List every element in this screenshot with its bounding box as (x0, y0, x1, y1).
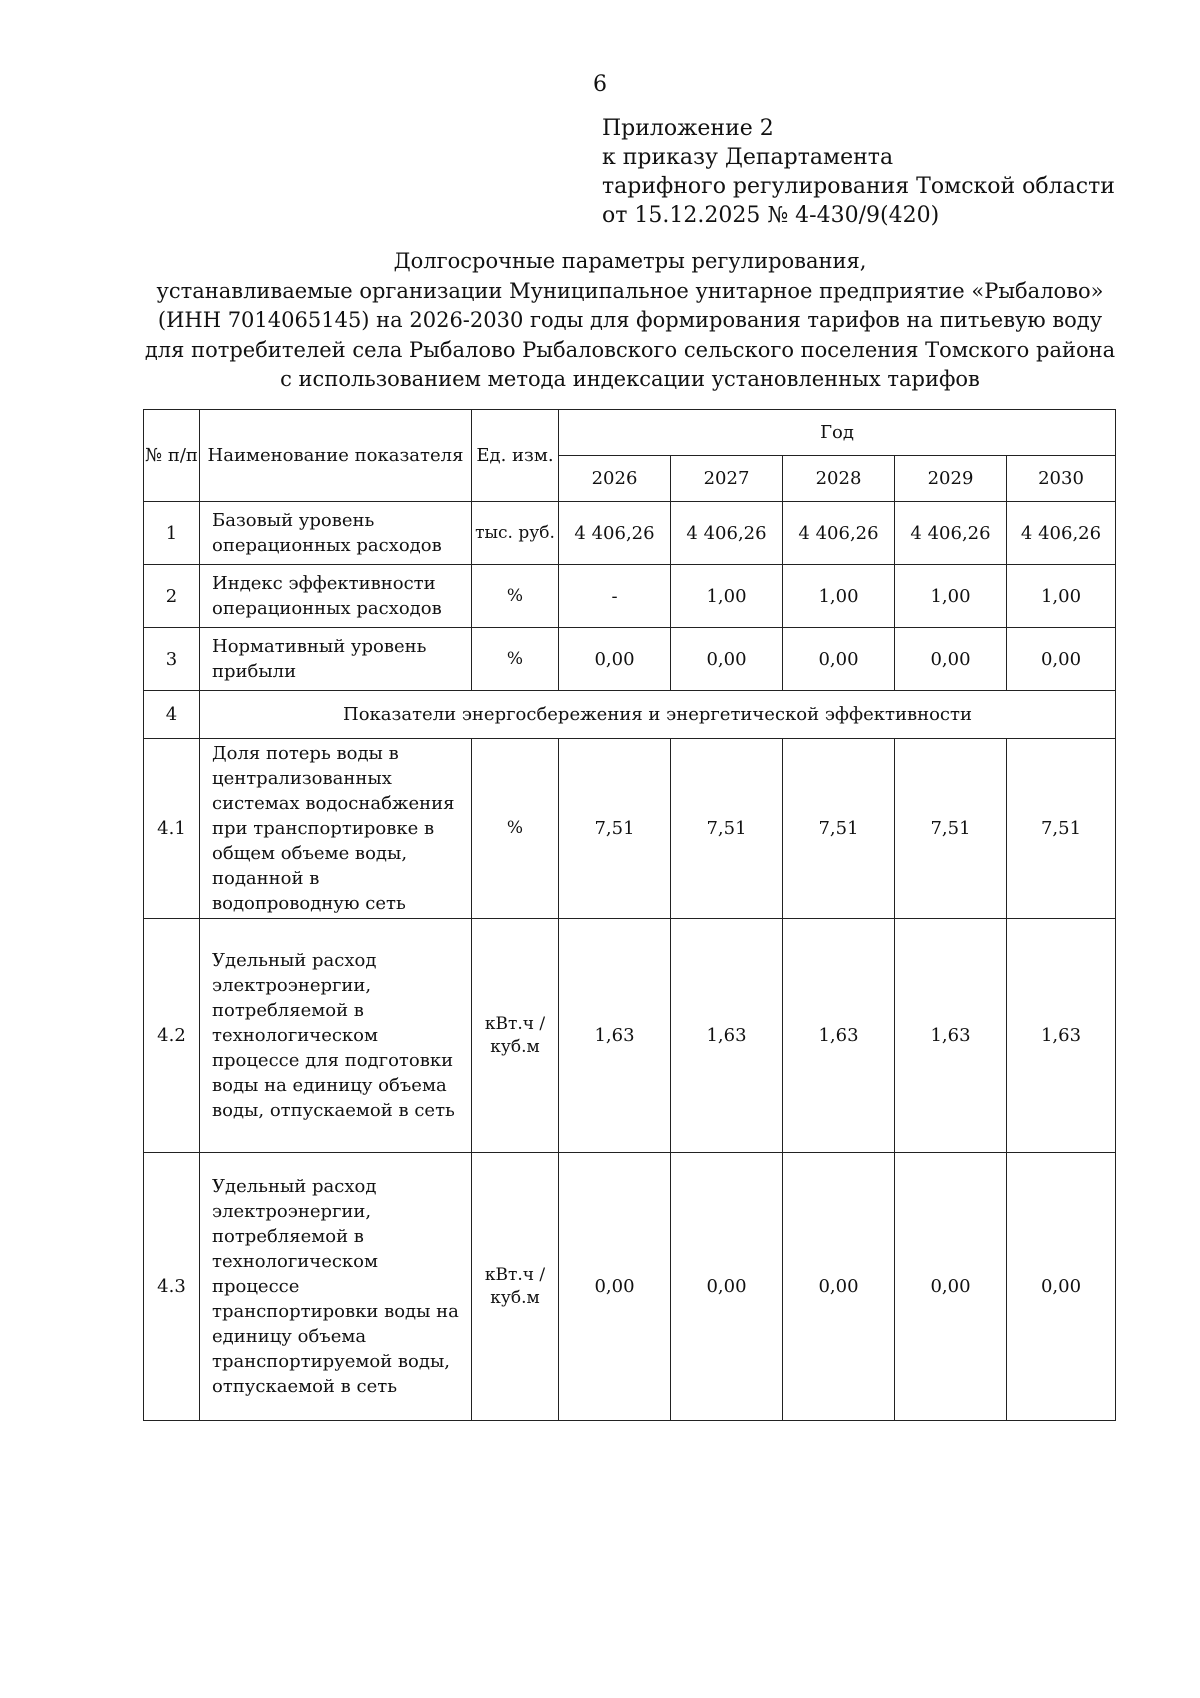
row-value: 1,63 (783, 919, 895, 1153)
annex-line: Приложение 2 (602, 116, 774, 141)
row-num: 3 (144, 628, 200, 691)
row-num: 1 (144, 502, 200, 565)
table-row (144, 628, 1116, 691)
row-value: 1,63 (671, 919, 783, 1153)
row-value: 0,00 (895, 628, 1007, 691)
row-name: Доля потерь воды в централизованных системах водоснабжения при транспортировке в общем объеме воды, поданной в водопроводную сеть (200, 739, 472, 919)
row-value: 0,00 (895, 1153, 1007, 1421)
header-year: 2026 (559, 456, 671, 502)
row-value: 7,51 (783, 739, 895, 919)
header-num: № п/п (144, 410, 200, 502)
row-name: Базовый уровень операционных расходов (200, 502, 472, 565)
row-value: 4 406,26 (671, 502, 783, 565)
table-row (144, 502, 1116, 565)
row-value: 7,51 (559, 739, 671, 919)
row-name: Нормативный уровень прибыли (200, 628, 472, 691)
row-value: 1,00 (1007, 565, 1116, 628)
title-line: для потребителей села Рыбалово Рыбаловского сельского поселения Томского района (144, 337, 1116, 362)
table-row (144, 739, 1116, 919)
row-unit: кВт.ч / куб.м (472, 919, 559, 1153)
row-value: 0,00 (559, 628, 671, 691)
page-number: 6 (593, 72, 607, 97)
title-line: с использованием метода индексации установленных тарифов (280, 367, 980, 391)
row-value: 1,63 (559, 919, 671, 1153)
header-name: Наименование показателя (200, 410, 472, 502)
row-value: 7,51 (895, 739, 1007, 919)
table-header-row (144, 410, 1116, 456)
header-year-group: Год (559, 410, 1116, 456)
row-value: - (559, 565, 671, 628)
annex-line: к приказу Департамента (602, 145, 894, 170)
parameters-table (143, 409, 1116, 1421)
row-name: Удельный расход электроэнергии, потребляемой в технологическом процессе транспортировки воды на единицу объема транспортируемой воды, отпускаемой в сеть (200, 1153, 472, 1421)
row-unit: тыс. руб. (472, 502, 559, 565)
table-row (144, 1153, 1116, 1421)
row-value: 1,00 (671, 565, 783, 628)
row-value: 4 406,26 (895, 502, 1007, 565)
row-num: 4.2 (144, 919, 200, 1153)
row-num: 2 (144, 565, 200, 628)
row-unit: % (472, 739, 559, 919)
row-unit: % (472, 565, 559, 628)
title-line: устанавливаемые организации Муниципальное унитарное предприятие «Рыбалово» (156, 278, 1104, 303)
row-value: 1,00 (895, 565, 1007, 628)
row-value: 1,63 (895, 919, 1007, 1153)
row-num: 4.3 (144, 1153, 200, 1421)
row-value: 0,00 (1007, 628, 1116, 691)
annex-line: тарифного регулирования Томской области (602, 174, 1115, 199)
row-value: 0,00 (559, 1153, 671, 1421)
row-unit: кВт.ч / куб.м (472, 1153, 559, 1421)
row-name: Удельный расход электроэнергии, потребляемой в технологическом процессе для подготовки воды на единицу объема воды, отпускаемой в сеть (200, 919, 472, 1153)
row-num: 4.1 (144, 739, 200, 919)
row-value: 0,00 (783, 628, 895, 691)
row-value: 7,51 (1007, 739, 1116, 919)
row-value: 0,00 (783, 1153, 895, 1421)
section-label: Показатели энергосбережения и энергетической эффективности (200, 691, 1116, 739)
row-unit: % (472, 628, 559, 691)
section-num: 4 (144, 691, 200, 739)
row-name: Индекс эффективности операционных расходов (200, 565, 472, 628)
row-value: 4 406,26 (783, 502, 895, 565)
header-year: 2028 (783, 456, 895, 502)
annex-line: от 15.12.2025 № 4-430/9(420) (602, 203, 940, 228)
row-value: 7,51 (671, 739, 783, 919)
header-year: 2030 (1007, 456, 1116, 502)
header-year: 2029 (895, 456, 1007, 502)
table-row (144, 565, 1116, 628)
row-value: 0,00 (1007, 1153, 1116, 1421)
row-value: 4 406,26 (1007, 502, 1116, 565)
row-value: 0,00 (671, 1153, 783, 1421)
row-value: 1,00 (783, 565, 895, 628)
document-title (140, 247, 1120, 395)
row-value: 0,00 (671, 628, 783, 691)
row-value: 4 406,26 (559, 502, 671, 565)
title-line: (ИНН 7014065145) на 2026-2030 годы для формирования тарифов на питьевую воду (157, 308, 1103, 332)
row-value: 1,63 (1007, 919, 1116, 1153)
table-row (144, 919, 1116, 1153)
annex-block (602, 114, 1115, 230)
header-year: 2027 (671, 456, 783, 502)
table-section-row (144, 691, 1116, 739)
header-unit: Ед. изм. (472, 410, 559, 502)
title-line: Долгосрочные параметры регулирования, (393, 249, 867, 273)
